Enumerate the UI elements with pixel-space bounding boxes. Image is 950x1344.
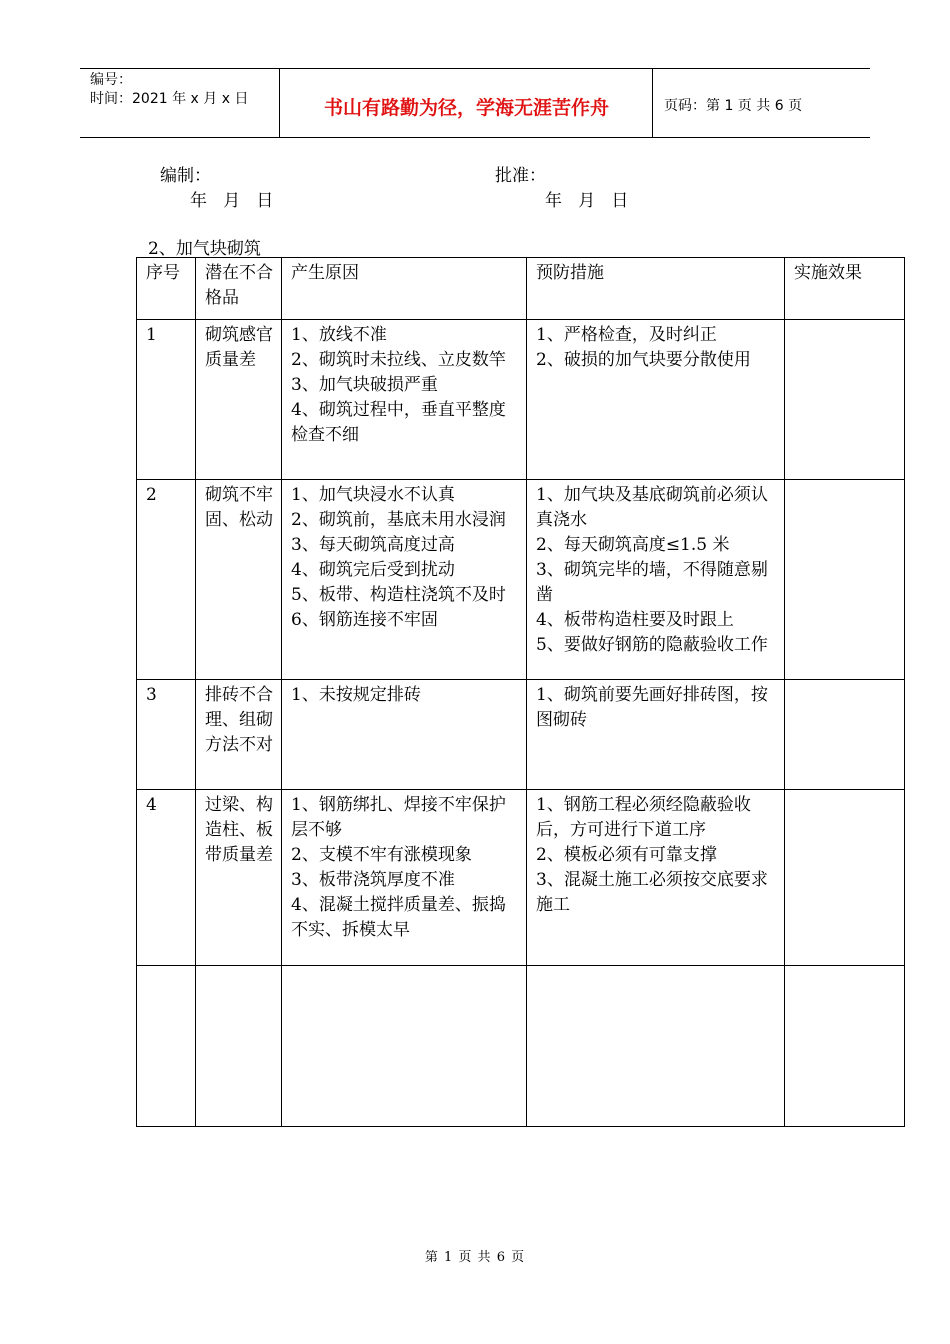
measure-line: 1、加气块及基底砌筑前必须认真浇水 bbox=[536, 485, 768, 530]
cause-line: 1、加气块浸水不认真 bbox=[291, 485, 455, 505]
row-causes bbox=[282, 480, 527, 680]
row-measures bbox=[527, 966, 785, 1127]
measure-line: 5、要做好钢筋的隐蔽验收工作 bbox=[536, 635, 768, 655]
row-item: 砌筑不牢固、松动 bbox=[196, 480, 282, 680]
row-effect bbox=[785, 480, 905, 680]
measure-line: 3、混凝土施工必须按交底要求施工 bbox=[536, 870, 768, 915]
row-no: 2 bbox=[137, 480, 196, 680]
cause-line: 1、放线不准 bbox=[291, 325, 387, 345]
header-cell-measures: 预防措施 bbox=[527, 258, 785, 320]
row-measures bbox=[527, 790, 785, 966]
row-measures bbox=[527, 320, 785, 480]
page-footer: 第 1 页 共 6 页 bbox=[424, 1250, 526, 1265]
row-causes bbox=[282, 966, 527, 1127]
cause-line: 4、砌筑过程中，垂直平整度检查不细 bbox=[291, 400, 506, 445]
measure-line: 3、砌筑完毕的墙，不得随意剔凿 bbox=[536, 560, 768, 605]
cause-line: 6、钢筋连接不牢固 bbox=[291, 610, 438, 630]
page-header bbox=[80, 68, 870, 138]
table-header-row bbox=[137, 258, 905, 320]
header-cell-causes: 产生原因 bbox=[282, 258, 527, 320]
cause-line: 4、砌筑完后受到扰动 bbox=[291, 560, 455, 580]
row-effect bbox=[785, 680, 905, 790]
row-no: 3 bbox=[137, 680, 196, 790]
measure-line: 2、模板必须有可靠支撑 bbox=[536, 845, 717, 865]
header-page-code: 页码：第 1 页 共 6 页 bbox=[664, 98, 803, 114]
approve-label: 批准： bbox=[495, 166, 546, 186]
row-no bbox=[137, 966, 196, 1127]
row-causes bbox=[282, 680, 527, 790]
quality-prevention-table bbox=[136, 257, 905, 1127]
compile-date: 年 月 日 bbox=[190, 191, 274, 211]
row-item: 过梁、构造柱、板带质量差 bbox=[196, 790, 282, 966]
document-time-label: 时间：2021 年 x 月 x 日 bbox=[90, 91, 249, 107]
header-cell-no: 序号 bbox=[137, 258, 196, 320]
table-row bbox=[137, 480, 905, 680]
table-row bbox=[137, 320, 905, 480]
row-effect bbox=[785, 966, 905, 1127]
row-measures bbox=[527, 680, 785, 790]
cause-line: 1、未按规定排砖 bbox=[291, 685, 421, 705]
cause-line: 3、板带浇筑厚度不准 bbox=[291, 870, 455, 890]
cause-line: 5、板带、构造柱浇筑不及时 bbox=[291, 585, 506, 605]
measure-line: 2、每天砌筑高度≤1.5 米 bbox=[536, 535, 730, 555]
measure-line: 2、破损的加气块要分散使用 bbox=[536, 350, 751, 370]
table-row bbox=[137, 680, 905, 790]
measure-line: 1、钢筋工程必须经隐蔽验收后，方可进行下道工序 bbox=[536, 795, 751, 840]
approve-date: 年 月 日 bbox=[545, 191, 629, 211]
row-effect bbox=[785, 790, 905, 966]
cause-line: 1、钢筋绑扎、焊接不牢保护层不够 bbox=[291, 795, 506, 840]
measure-line: 1、砌筑前要先画好排砖图，按图砌砖 bbox=[536, 685, 768, 730]
table-row-empty bbox=[137, 966, 905, 1127]
compile-label: 编制： bbox=[160, 166, 211, 186]
section-title: 2、加气块砌筑 bbox=[148, 239, 261, 259]
header-cell-effect: 实施效果 bbox=[785, 258, 905, 320]
document-number-label: 编号： bbox=[90, 72, 132, 88]
row-measures bbox=[527, 480, 785, 680]
row-item: 砌筑感官质量差 bbox=[196, 320, 282, 480]
row-effect bbox=[785, 320, 905, 480]
header-meta bbox=[80, 69, 280, 137]
measure-line: 1、严格检查，及时纠正 bbox=[536, 325, 717, 345]
row-item: 排砖不合理、组砌方法不对 bbox=[196, 680, 282, 790]
cause-line: 2、支模不牢有涨模现象 bbox=[291, 845, 472, 865]
cause-line: 4、混凝土搅拌质量差、振捣不实、拆模太早 bbox=[291, 895, 506, 940]
row-causes bbox=[282, 320, 527, 480]
header-cell-item: 潜在不合格品 bbox=[196, 258, 282, 320]
row-no: 1 bbox=[137, 320, 196, 480]
measure-line: 4、板带构造柱要及时跟上 bbox=[536, 610, 734, 630]
table-row bbox=[137, 790, 905, 966]
cause-line: 2、砌筑前，基底未用水浸润 bbox=[291, 510, 506, 530]
cause-line: 3、每天砌筑高度过高 bbox=[291, 535, 455, 555]
header-motto: 书山有路勤为径，学海无涯苦作舟 bbox=[281, 69, 653, 137]
row-no: 4 bbox=[137, 790, 196, 966]
row-item bbox=[196, 966, 282, 1127]
cause-line: 2、砌筑时未拉线、立皮数竿 bbox=[291, 350, 506, 370]
row-causes bbox=[282, 790, 527, 966]
cause-line: 3、加气块破损严重 bbox=[291, 375, 438, 395]
